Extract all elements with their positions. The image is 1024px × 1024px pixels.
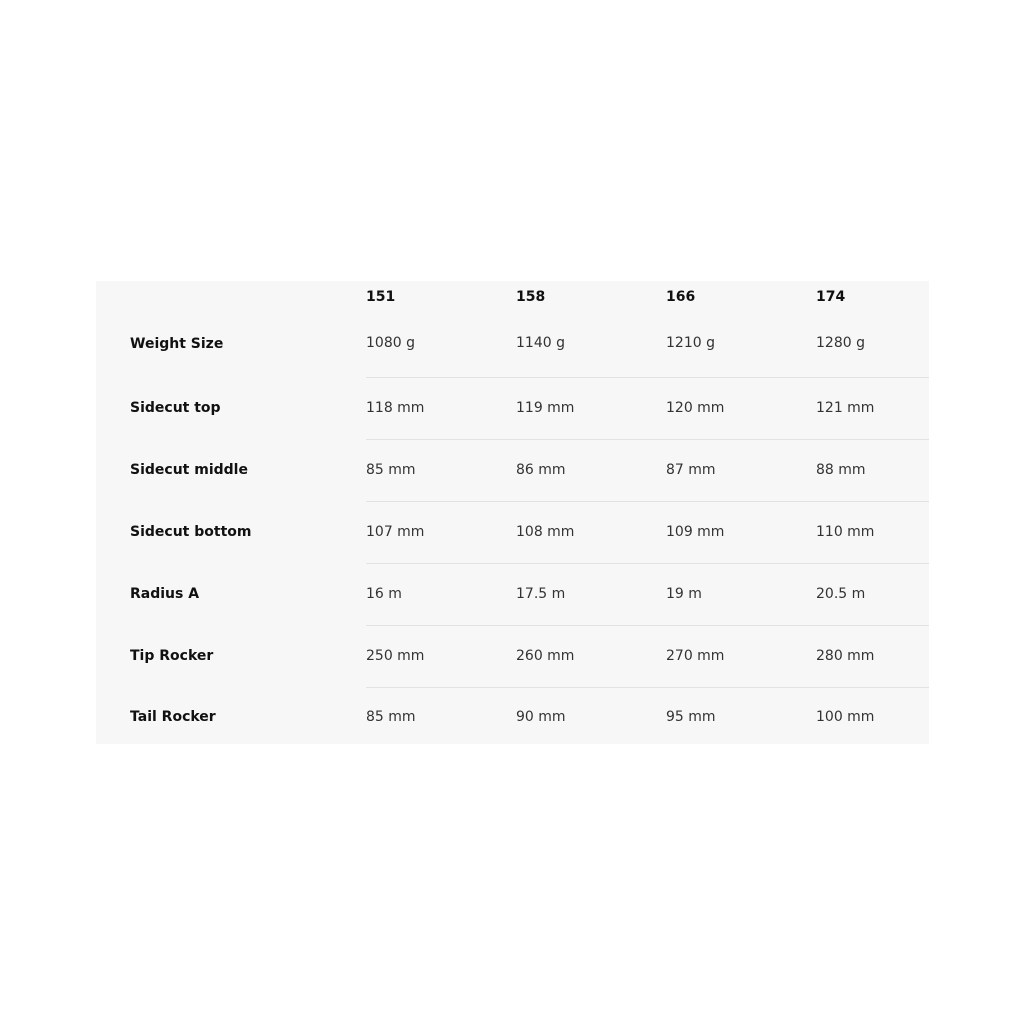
table-row [130,377,929,439]
spec-table [130,281,929,747]
cell-value: 110 mm [816,501,929,563]
table-row [130,687,929,747]
cell-value: 1140 g [516,335,565,352]
table-row [130,501,929,563]
cell-value: 86 mm [516,439,666,501]
cell-value: 250 mm [366,625,516,687]
cell-value: 119 mm [516,377,666,439]
row-label: Sidecut top [130,400,221,416]
cell-value: 121 mm [816,377,929,439]
cell-value: 19 m [666,563,816,625]
header-size-151: 151 [366,288,396,305]
cell-value: 95 mm [666,687,816,747]
cell-value: 1280 g [816,335,865,352]
cell-value: 270 mm [666,625,816,687]
cell-value: 1080 g [366,335,415,352]
row-label: Radius A [130,586,200,602]
cell-value: 118 mm [366,377,516,439]
row-label: Tail Rocker [130,709,216,725]
cell-value: 107 mm [366,501,516,563]
row-label: Tip Rocker [130,648,214,664]
spec-table-panel [96,281,929,744]
cell-value: 109 mm [666,501,816,563]
row-label: Sidecut bottom [130,524,252,540]
header-size-174: 174 [816,288,846,305]
header-size-158: 158 [516,288,546,305]
header-size-166: 166 [666,288,696,305]
table-row [130,310,929,377]
cell-value: 100 mm [816,687,929,747]
table-header-row [130,281,929,310]
cell-value: 85 mm [366,687,516,747]
cell-value: 20.5 m [816,563,929,625]
header-empty-cell [130,281,366,310]
table-row [130,625,929,687]
cell-value: 85 mm [366,439,516,501]
cell-value: 108 mm [516,501,666,563]
cell-value: 88 mm [816,439,929,501]
table-row [130,439,929,501]
row-label: Sidecut middle [130,462,248,478]
cell-value: 90 mm [516,687,666,747]
cell-value: 260 mm [516,625,666,687]
cell-value: 1210 g [666,335,715,352]
table-row [130,563,929,625]
cell-value: 87 mm [666,439,816,501]
cell-value: 280 mm [816,625,929,687]
row-label: Weight Size [130,335,224,352]
cell-value: 120 mm [666,377,816,439]
cell-value: 17.5 m [516,563,666,625]
cell-value: 16 m [366,563,516,625]
